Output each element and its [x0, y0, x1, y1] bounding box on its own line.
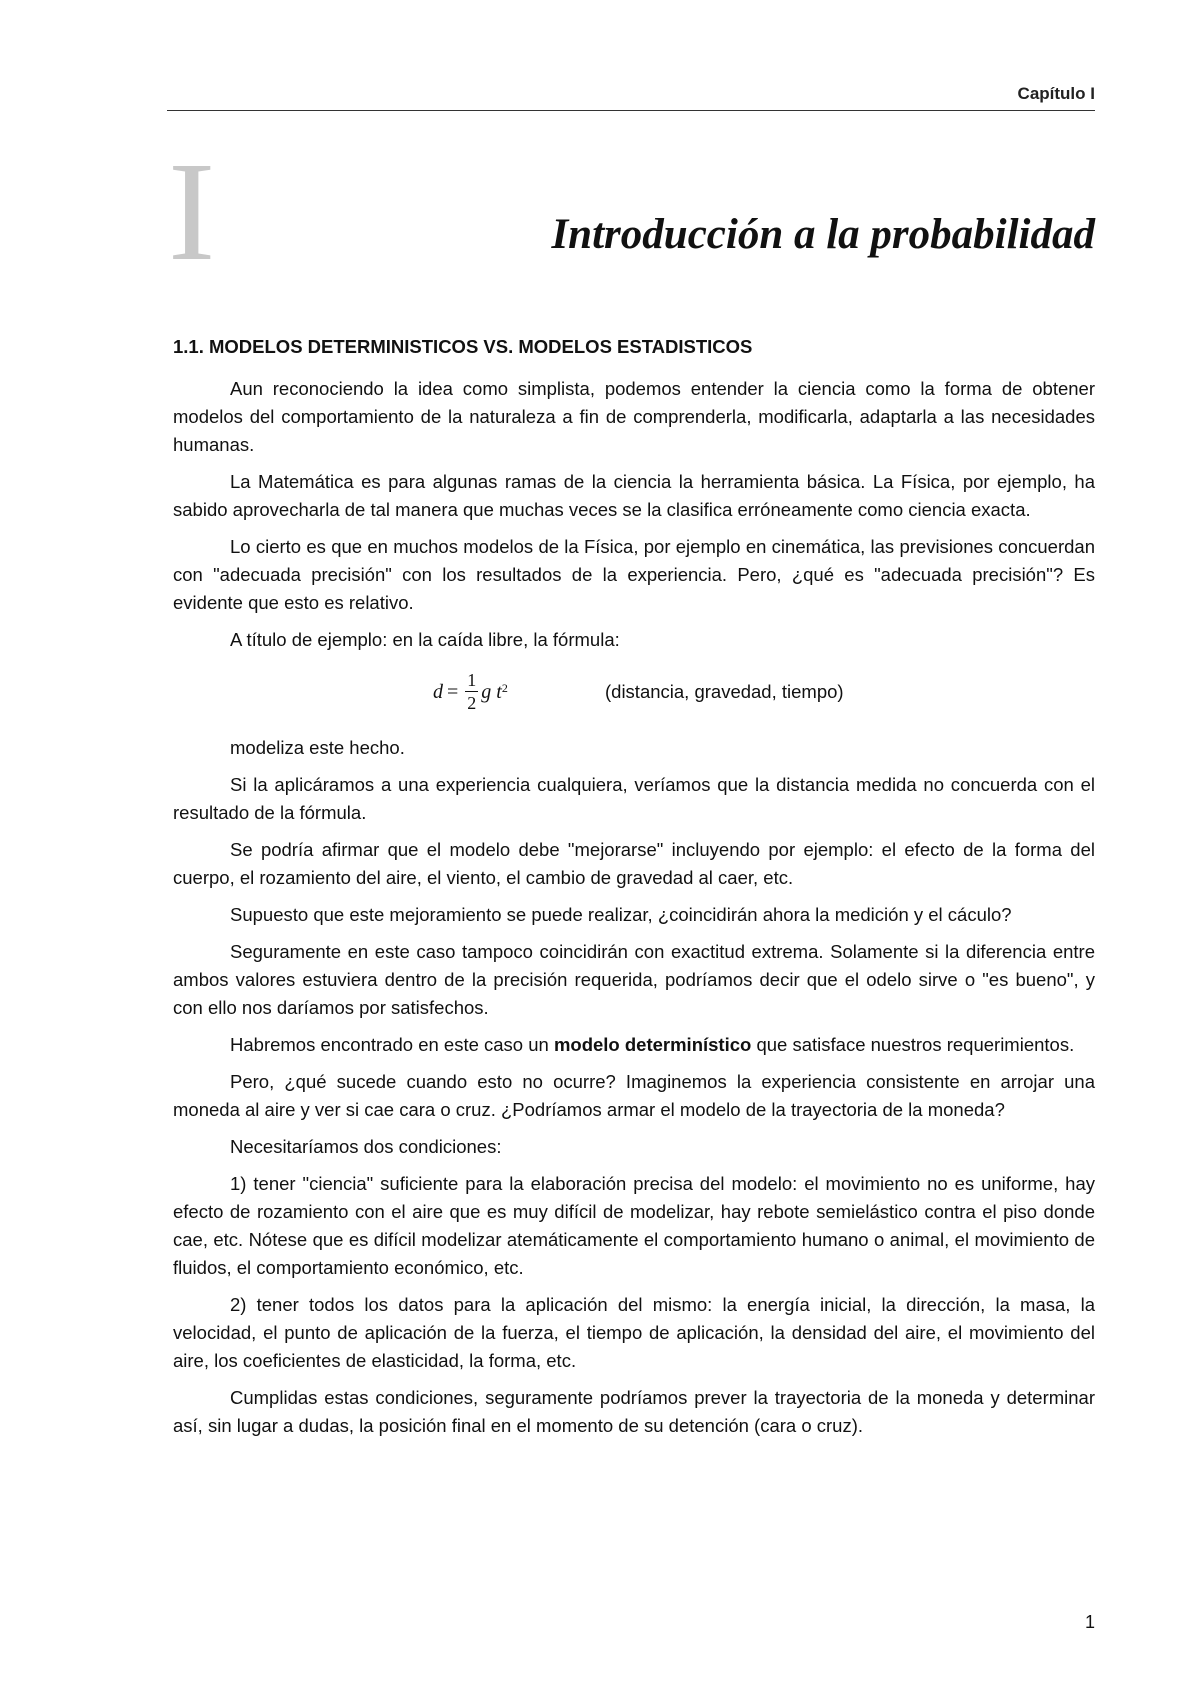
paragraph: Seguramente en este caso tampoco coincidirán con exactitud extrema. Solamente si la diferencia entre ambos valores estuviera dentro de la precisión requerida, podríamos decir que el odelo sirve o "es bueno", y con ello nos daríamos por satisfechos. — [173, 941, 1095, 1018]
paragraph: 1) tener "ciencia" suficiente para la elaboración precisa del modelo: el movimiento no es uniforme, hay efecto de rozamiento con el aire que es muy difícil de modelizar, hay rebote semielástico contra el piso donde cae, etc. Nótese que es difícil modelizar atemáticamente el comportamiento humano o animal, el movimiento de fluidos, el comportamiento económico, etc. — [173, 1173, 1095, 1278]
formula-equals: = — [447, 680, 459, 703]
paragraph: Lo cierto es que en muchos modelos de la Física, por ejemplo en cinemática, las previsiones concuerdan con "adecuada precisión" con los resultados de la experiencia. Pero, ¿qué es "adecuada precisión"? Es evidente que esto es relativo. — [173, 536, 1095, 613]
paragraph: modeliza este hecho. — [230, 737, 405, 758]
paragraph: Cumplidas estas condiciones, seguramente podríamos prever la trayectoria de la moneda y determinar así, sin lugar a dudas, la posición final en el momento de su detención (cara o cruz). — [173, 1387, 1095, 1436]
paragraph: Necesitaríamos dos condiciones: — [230, 1136, 502, 1157]
fraction-denominator: 2 — [467, 693, 477, 713]
formula-exponent: 2 — [501, 680, 508, 695]
paragraph: Si la aplicáramos a una experiencia cualquiera, veríamos que la distancia medida no concuerda con el resultado de la fórmula. — [173, 774, 1095, 823]
bold-term: modelo determinístico — [553, 1034, 752, 1055]
formula-caption: (distancia, gravedad, tiempo) — [605, 681, 844, 702]
formula-block — [173, 663, 1095, 727]
paragraph: 2) tener todos los datos para la aplicación del mismo: la energía inicial, la dirección, la masa, la velocidad, el punto de aplicación de la fuerza, el tiempo de aplicación, la densidad del aire, el movimiento del aire, los coeficientes de elasticidad, la forma, etc. — [173, 1294, 1095, 1371]
section-heading: 1.1. MODELOS DETERMINISTICOS VS. MODELOS ESTADISTICOS — [173, 336, 753, 357]
paragraph: Supuesto que este mejoramiento se puede realizar, ¿coincidirán ahora la medición y el cáculo? — [230, 904, 1012, 925]
paragraph-text: que satisface nuestros requerimientos. — [751, 1034, 1075, 1055]
header-divider — [167, 110, 1095, 111]
page-number: 1 — [1084, 1612, 1095, 1632]
formula-lhs: d — [433, 680, 443, 703]
paragraph: A título de ejemplo: en la caída libre, la fórmula: — [230, 629, 620, 650]
formula-fraction — [465, 669, 478, 714]
paragraph: Se podría afirmar que el modelo debe "mejorarse" incluyendo por ejemplo: el efecto de la forma del cuerpo, el rozamiento del aire, el viento, el cambio de gravedad al caer, etc. — [173, 839, 1095, 888]
formula-term: g t — [481, 680, 502, 703]
page-body — [173, 333, 1095, 1449]
fraction-numerator: 1 — [467, 670, 477, 690]
paragraph-text: Habremos encontrado en este caso un — [230, 1034, 554, 1055]
chapter-title: Introducción a la probabilidad — [551, 211, 1095, 258]
paragraph: Pero, ¿qué sucede cuando esto no ocurre? Imaginemos la experiencia consistente en arrojar una moneda al aire y ver si cae cara o cruz. ¿Podríamos armar el modelo de la trayectoria de la moneda? — [173, 1071, 1095, 1120]
paragraph: La Matemática es para algunas ramas de la ciencia la herramienta básica. La Física, por ejemplo, ha sabido aprovecharla de tal manera que muchas veces se la clasifica erróneamente como ciencia exacta. — [173, 471, 1095, 520]
chapter-numeral: I — [168, 132, 216, 290]
free-fall-formula — [433, 669, 508, 714]
paragraph — [173, 1031, 1095, 1059]
chapter-header-label: Capítulo I — [1017, 84, 1095, 103]
paragraph: Aun reconociendo la idea como simplista, podemos entender la ciencia como la forma de obtener modelos del comportamiento de la naturaleza a fin de comprenderla, modificarla, adaptarla a las necesidades humanas. — [173, 378, 1095, 455]
